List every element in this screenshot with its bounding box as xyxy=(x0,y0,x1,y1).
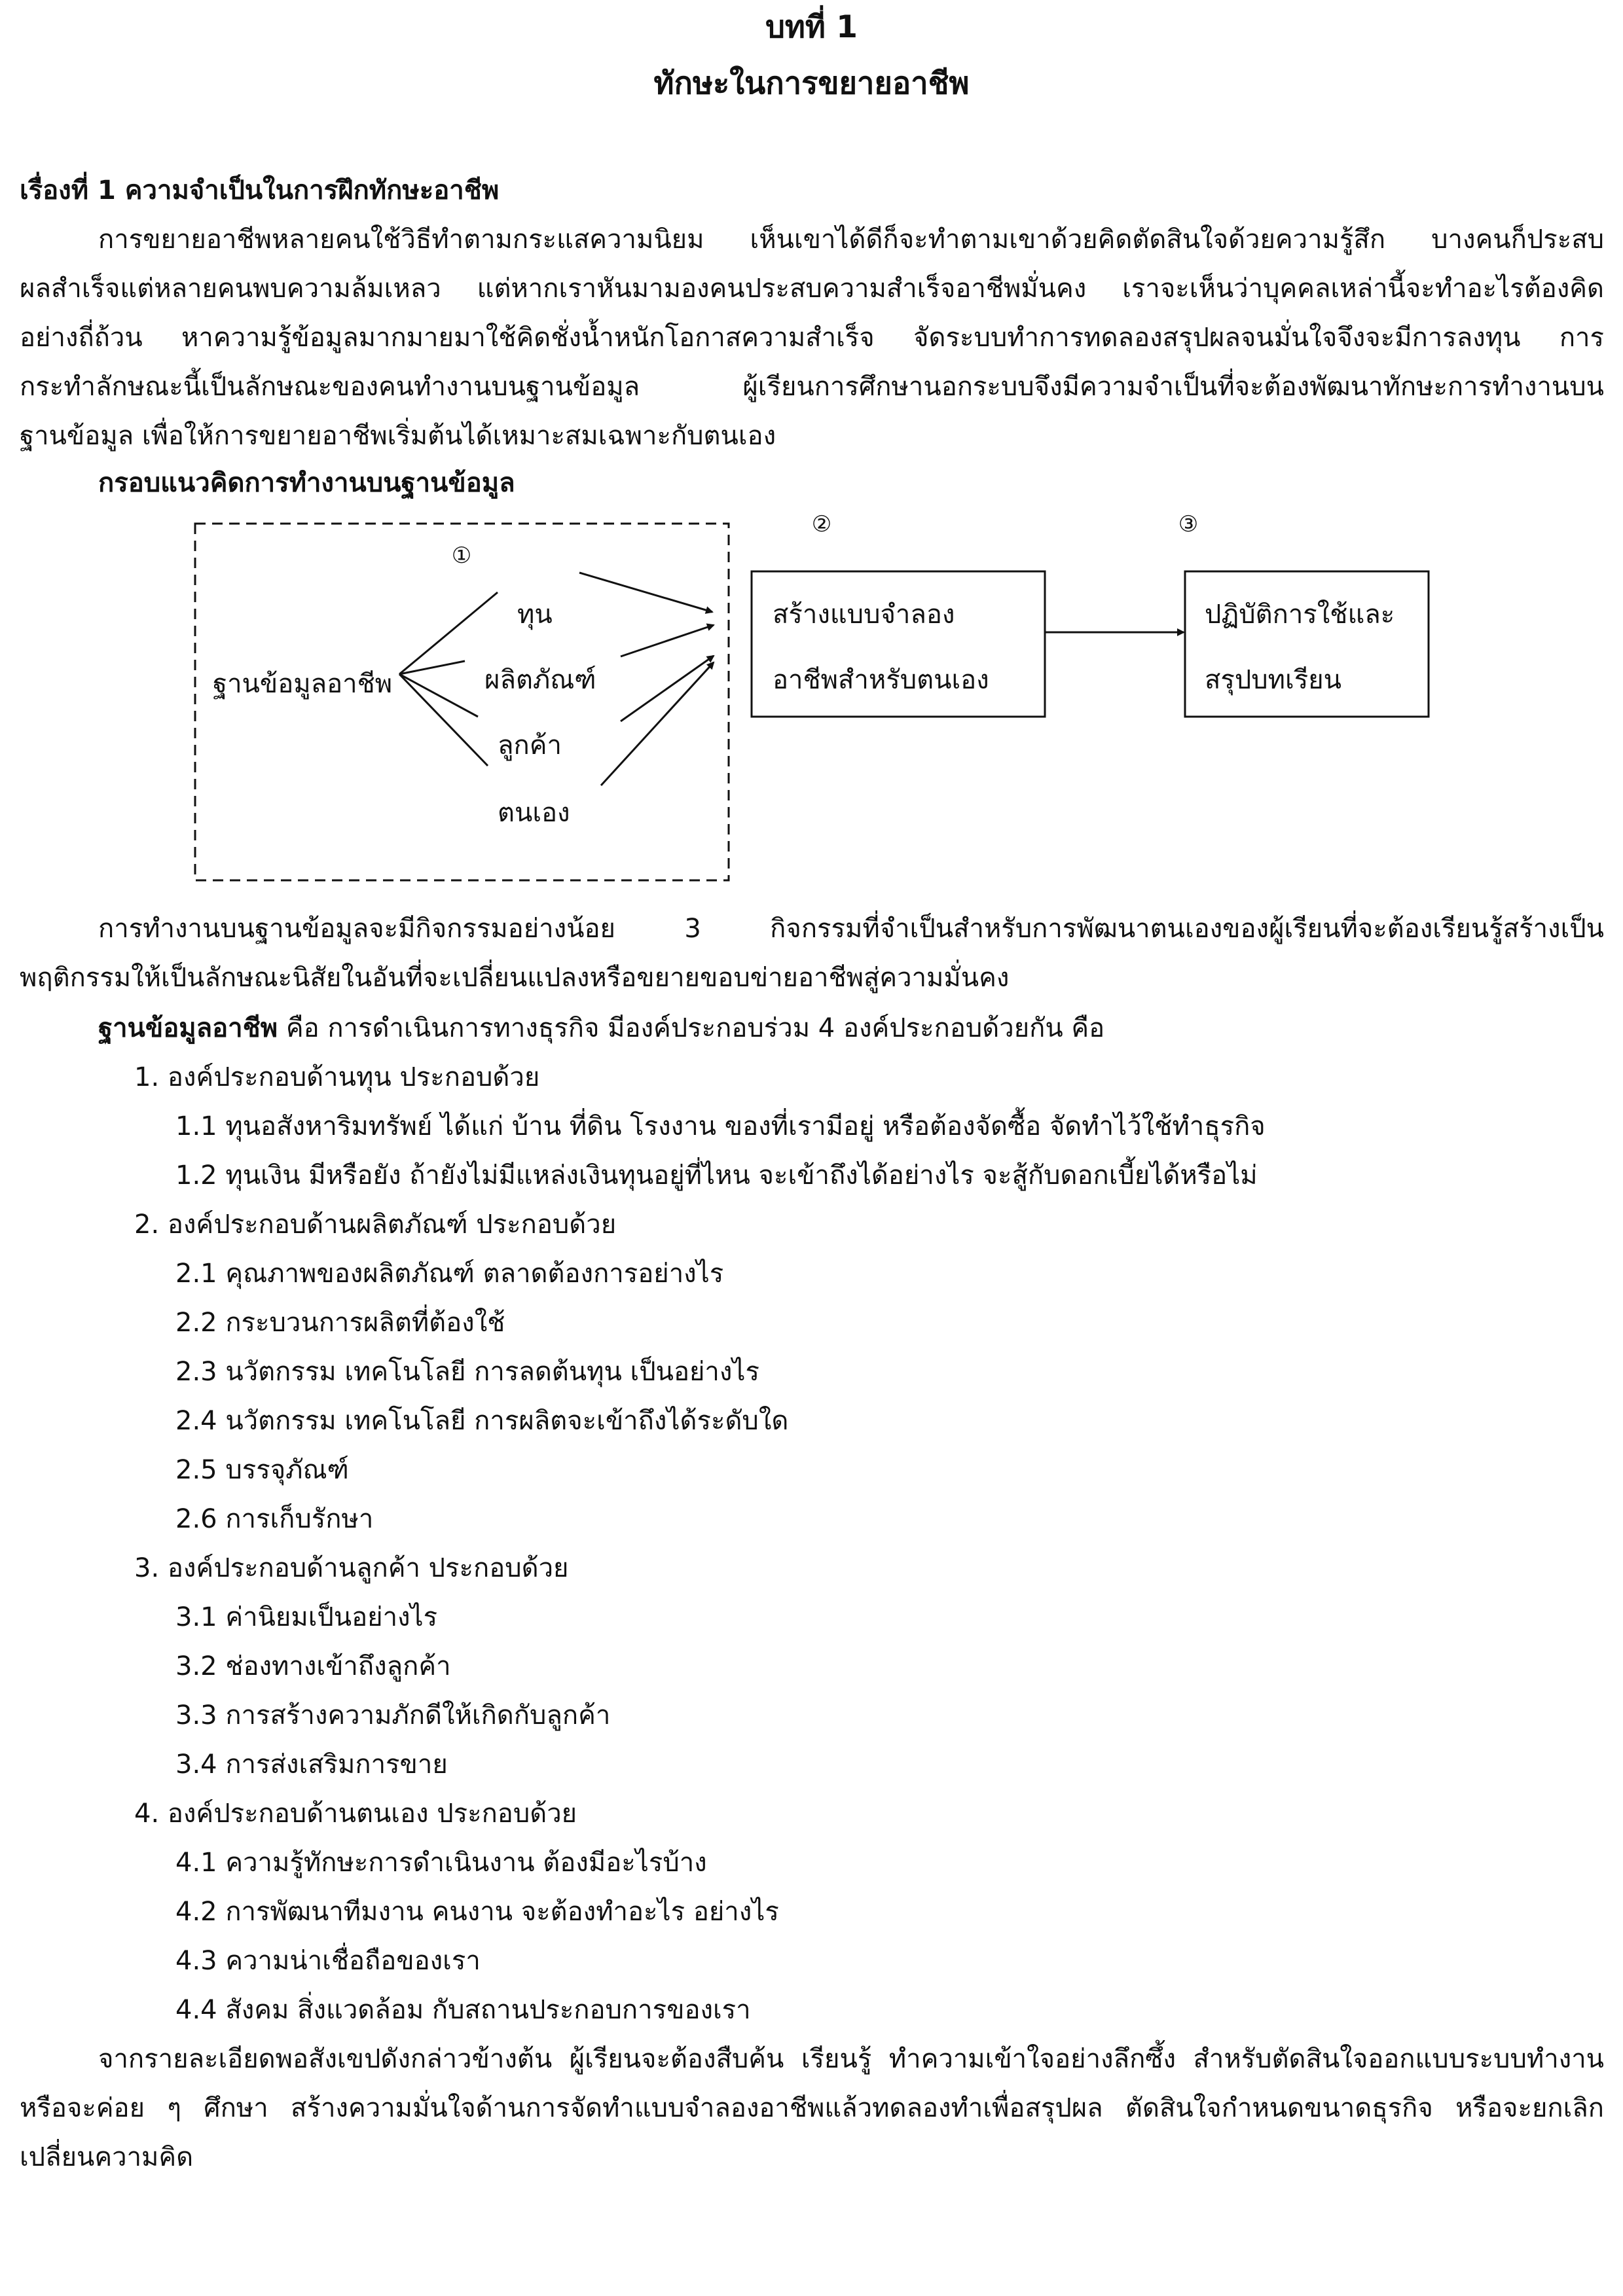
base-label: ฐานข้อมูลอาชีพ xyxy=(213,669,393,699)
chapter-title: ทักษะในการขยายอาชีพ xyxy=(653,65,970,101)
paragraph-line: การทำงานบนฐานข้อมูลจะมีกิจกรรมอย่างน้อย 3 กิจกรรมที่จำเป็นสำหรับการพัฒนาตนเองของผู้เรียนที่จะต้องเรียนรู้สร้างเป็น xyxy=(98,914,1604,944)
arrow-line xyxy=(621,656,714,721)
component-title: 4. องค์ประกอบด้านตนเอง ประกอบด้วย xyxy=(134,1799,577,1829)
paragraph-line: ผลสำเร็จแต่หลายคนพบความล้มเหลว แต่หากเราหันมามองคนประสบความสำเร็จอาชีพมั่นคง เราจะเห็นว่าบุคคลเหล่านี้จะทำอะไรต้องคิด xyxy=(20,274,1604,304)
list-item: 2.2 กระบวนการผลิตที่ต้องใช้ xyxy=(175,1308,505,1338)
branch-line xyxy=(399,674,488,766)
paragraph-line: ฐานข้อมูล เพื่อให้การขยายอาชีพเริ่มต้นได้เหมาะสมเฉพาะกับตนเอง xyxy=(20,421,776,451)
paragraph-line: หรือจะค่อย ๆ ศึกษา สร้างความมั่นใจด้านการจัดทำแบบจำลองอาชีพแล้วทดลองทำเพื่อสรุปผล ตัดสินใจกำหนดขนาดธุรกิจ หรือจะยกเลิก xyxy=(20,2093,1604,2123)
list-item: 3.2 ช่องทางเข้าถึงลูกค้า xyxy=(175,1651,451,1681)
paragraph-line: จากรายละเอียดพอสังเขปดังกล่าวข้างต้น ผู้เรียนจะต้องสืบค้น เรียนรู้ ทำความเข้าใจอย่างลึกซึ้ง สำหรับตัดสินใจออกแบบระบบทำงาน xyxy=(98,2044,1604,2074)
list-item: 1.2 ทุนเงิน มีหรือยัง ถ้ายังไม่มีแหล่งเงินทุนอยู่ที่ไหน จะเข้าถึงได้อย่างไร จะสู้กับดอกเบี้ยได้หรือไม่ xyxy=(175,1160,1258,1191)
list-item: 2.1 คุณภาพของผลิตภัณฑ์ ตลาดต้องการอย่างไร xyxy=(175,1259,724,1289)
list-item: 2.4 นวัตกรรม เทคโนโลยี การผลิตจะเข้าถึงได้ระดับใด xyxy=(175,1406,789,1436)
framework-diagram xyxy=(0,497,1623,890)
practice-box-line: สรุปบทเรียน xyxy=(1205,665,1341,695)
branch-label: ลูกค้า xyxy=(498,730,562,761)
arrow-line xyxy=(621,625,714,656)
paragraph-line: การขยายอาชีพหลายคนใช้วิธีทำตามกระแสความนิยม เห็นเขาได้ดีก็จะทำตามเขาด้วยคิดตัดสินใจด้วยความรู้สึก บางคนก็ประสบ xyxy=(98,224,1604,255)
chapter-number: บทที่ 1 xyxy=(765,9,858,45)
step-1-number: ① xyxy=(451,543,472,569)
arrow-line xyxy=(579,573,712,612)
component-title: 3. องค์ประกอบด้านลูกค้า ประกอบด้วย xyxy=(134,1553,569,1583)
component-title: 2. องค์ประกอบด้านผลิตภัณฑ์ ประกอบด้วย xyxy=(134,1210,617,1240)
step-3-number: ③ xyxy=(1178,511,1199,537)
model-box-line: อาชีพสำหรับตนเอง xyxy=(773,665,989,695)
branch-line xyxy=(399,592,498,674)
model-box-line: สร้างแบบจำลอง xyxy=(773,600,955,630)
list-item: 2.5 บรรจุภัณฑ์ xyxy=(175,1455,349,1485)
paragraph-line: เปลี่ยนความคิด xyxy=(20,2142,194,2172)
paragraph-line: อย่างถี่ถ้วน หาความรู้ข้อมูลมากมายมาใช้คิดชั่งน้ำหนักโอกาสความสำเร็จ จัดระบบทำการทดลองสรุปผลจนมั่นใจจึงจะมีการลงทุน การ xyxy=(20,323,1604,353)
list-item: 2.6 การเก็บรักษา xyxy=(175,1504,374,1534)
branch-label: ตนเอง xyxy=(498,798,570,828)
branch-label: ทุน xyxy=(517,600,553,630)
paragraph-line: พฤติกรรมให้เป็นลักษณะนิสัยในอันที่จะเปลี่ยนแปลงหรือขยายขอบข่ายอาชีพสู่ความมั่นคง xyxy=(20,963,1010,993)
arrow-line xyxy=(601,662,714,785)
framework-heading: กรอบแนวคิดการทำงานบนฐานข้อมูล xyxy=(98,468,515,498)
step-2-number: ② xyxy=(811,511,832,537)
practice-box-line: ปฏิบัติการใช้และ xyxy=(1205,600,1395,630)
branch-line xyxy=(399,674,478,717)
list-item: 4.2 การพัฒนาทีมงาน คนงาน จะต้องทำอะไร อย่างไร xyxy=(175,1897,779,1927)
list-item: 4.4 สังคม สิ่งแวดล้อม กับสถานประกอบการของเรา xyxy=(175,1995,751,2025)
list-item: 4.3 ความน่าเชื่อถือของเรา xyxy=(175,1946,481,1976)
list-item: 2.3 นวัตกรรม เทคโนโลยี การลดต้นทุน เป็นอย่างไร xyxy=(175,1357,760,1387)
branch-label: ผลิตภัณฑ์ xyxy=(484,665,596,695)
branch-line xyxy=(399,661,465,674)
component-title: 1. องค์ประกอบด้านทุน ประกอบด้วย xyxy=(134,1062,540,1092)
paragraph-line: กระทำลักษณะนี้เป็นลักษณะของคนทำงานบนฐานข้อมูล ผู้เรียนการศึกษานอกระบบจึงมีความจำเป็นที่จะต้องพัฒนาทักษะการทำงานบน xyxy=(20,372,1604,402)
definition-line xyxy=(98,1011,1623,1045)
list-item: 3.1 ค่านิยมเป็นอย่างไร xyxy=(175,1602,438,1632)
list-item: 3.3 การสร้างความภักดีให้เกิดกับลูกค้า xyxy=(175,1700,611,1731)
list-item: 1.1 ทุนอสังหาริมทรัพย์ ได้แก่ บ้าน ที่ดิน โรงงาน ของที่เรามีอยู่ หรือต้องจัดซื้อ จัดทำไว้ใช้ทำธุรกิจ xyxy=(175,1111,1266,1141)
list-item: 4.1 ความรู้ทักษะการดำเนินงาน ต้องมีอะไรบ้าง xyxy=(175,1848,707,1878)
list-item: 3.4 การส่งเสริมการขาย xyxy=(175,1749,448,1780)
definition-text: คือ การดำเนินการทางธุรกิจ มีองค์ประกอบร่วม 4 องค์ประกอบด้วยกัน คือ xyxy=(278,1013,1105,1043)
definition-term: ฐานข้อมูลอาชีพ xyxy=(98,1013,278,1043)
section-heading: เรื่องที่ 1 ความจำเป็นในการฝึกทักษะอาชีพ xyxy=(20,175,500,206)
